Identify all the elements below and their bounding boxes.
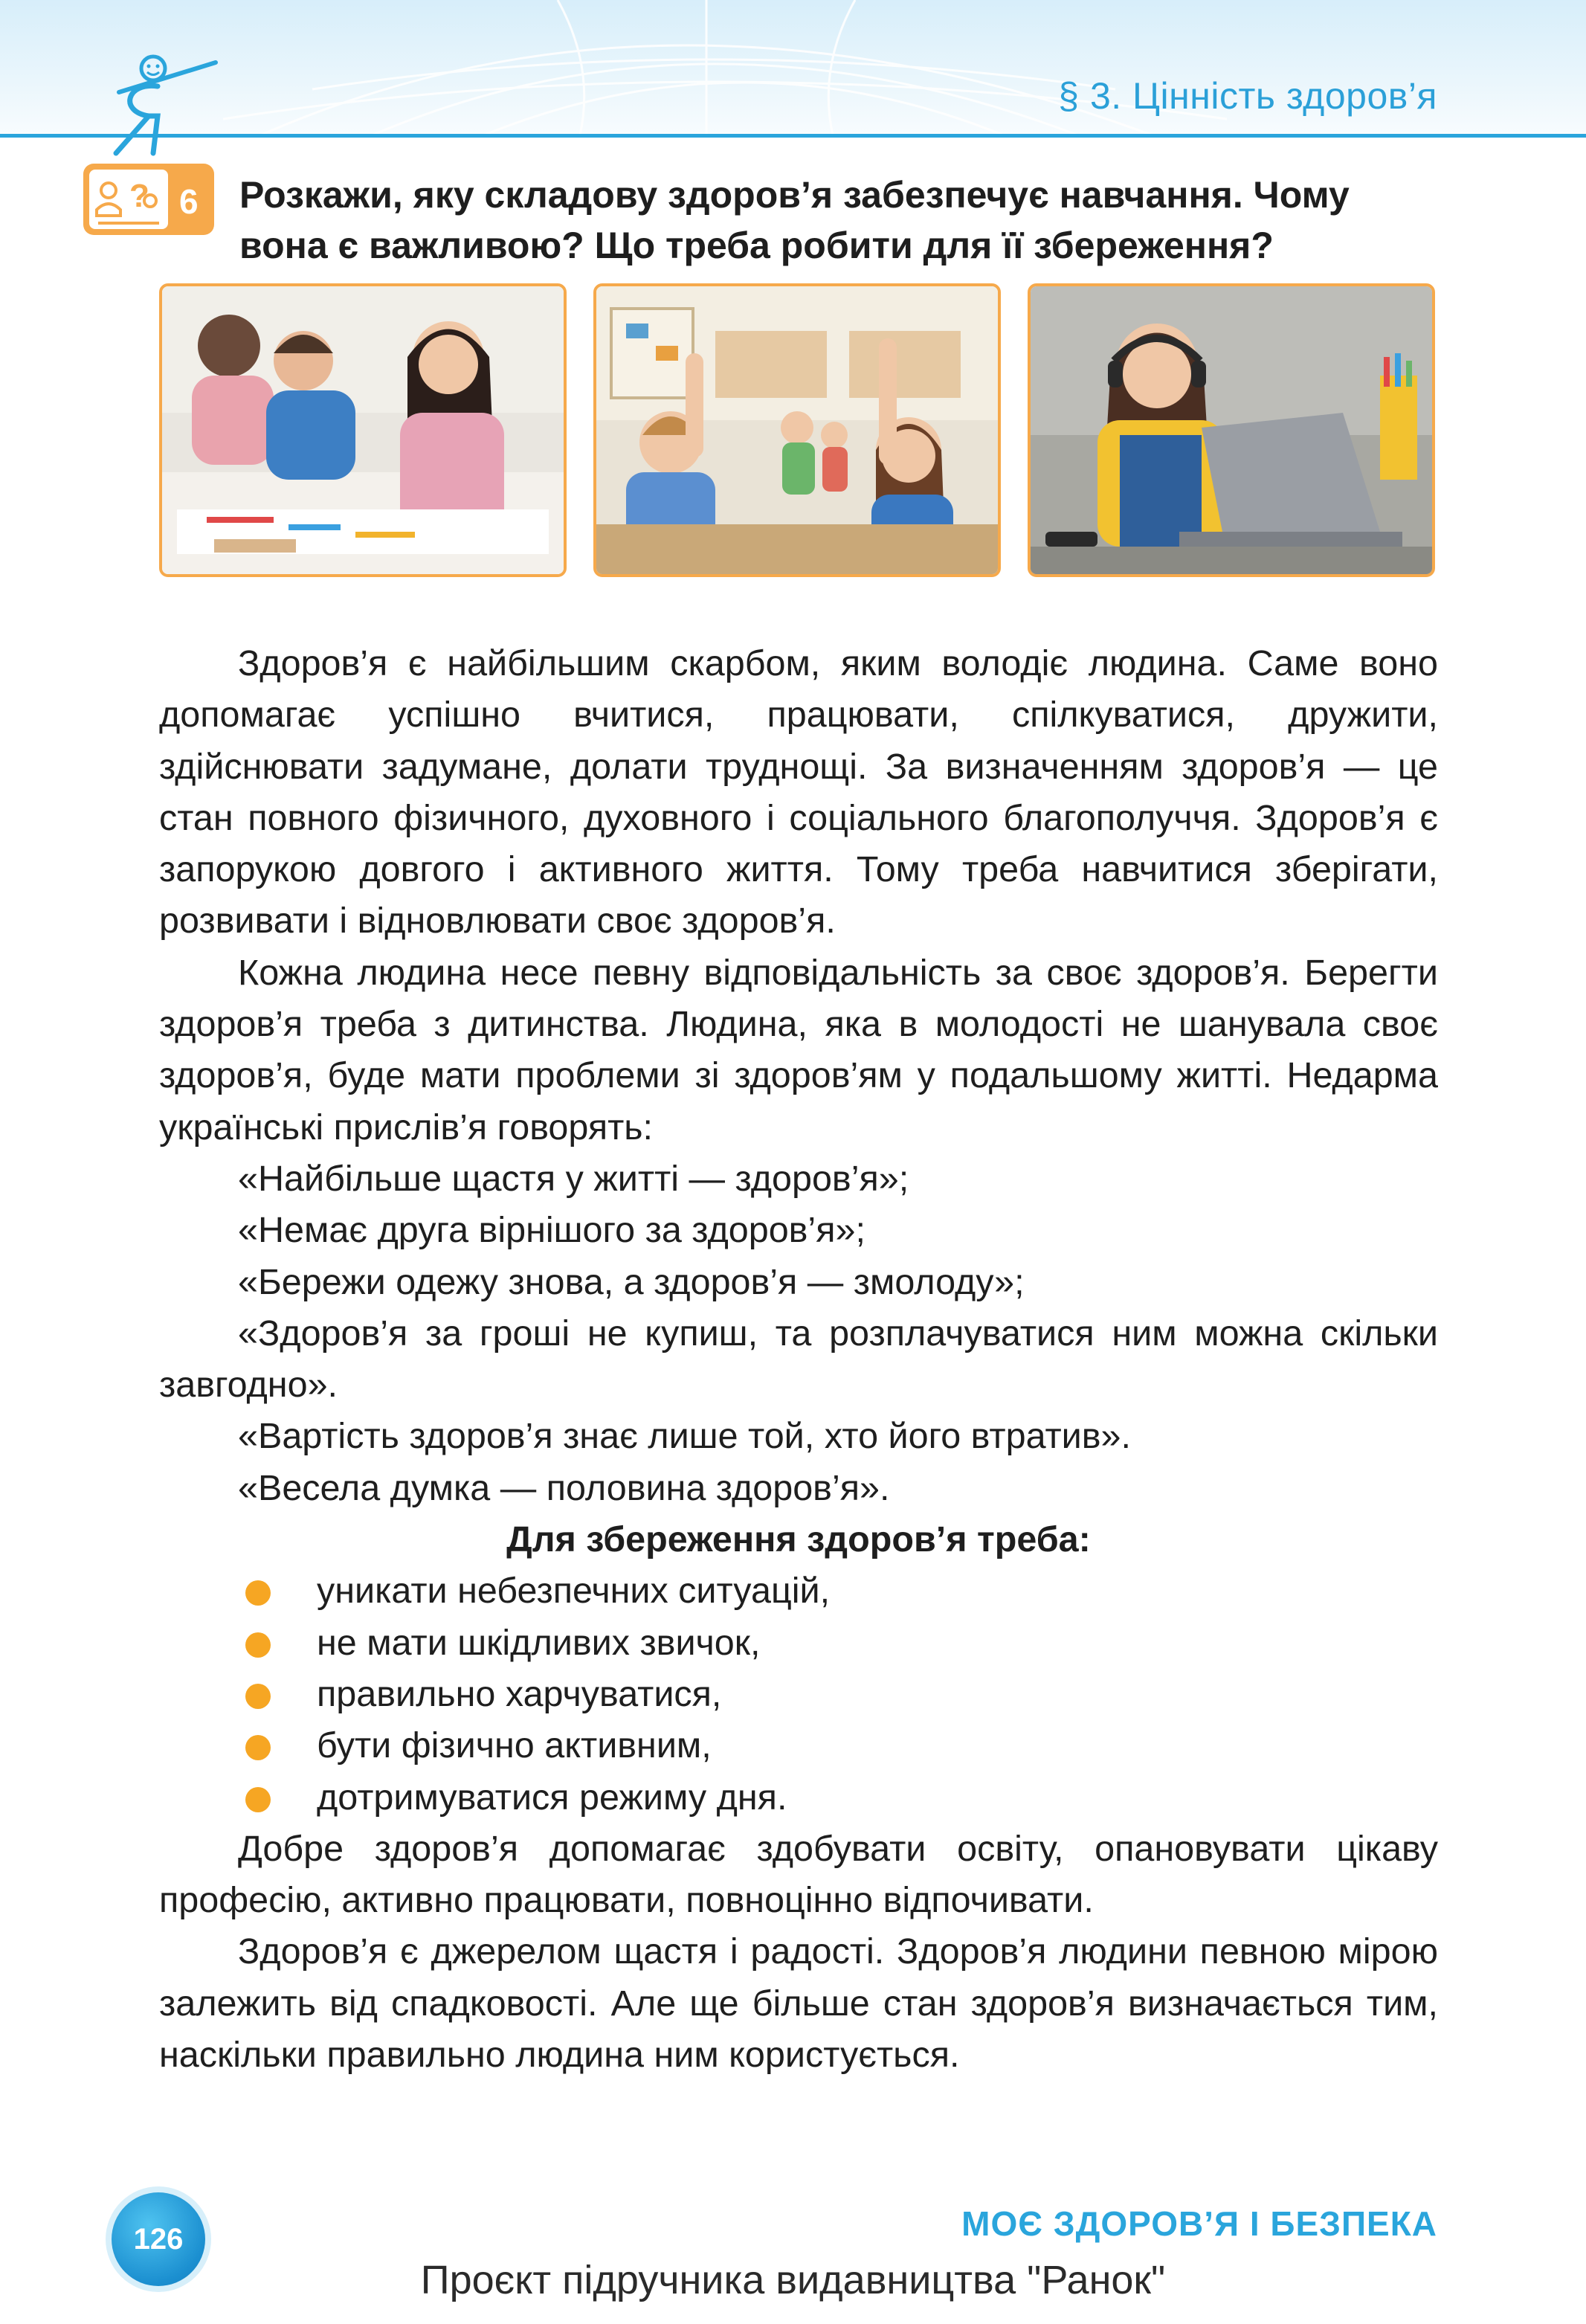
- smiley-figure-logo: [104, 52, 223, 156]
- proverb: «Вартість здоров’я знає лише той, хто його втратив».: [238, 1416, 1131, 1457]
- svg-text:?: ?: [129, 178, 149, 214]
- paragraph-responsibility: Кожна людина несе певну відповідальність за своє здоров’я. Берегти здоров’я треба з дитинства. Людина, яка в молодості не шанувала своє здоров’я, буде мати проблеми зі здоров’ям у подальшому житті. Недарма українські прислів’я говорять:: [159, 952, 1438, 1147]
- rules-list: [159, 1565, 1438, 1823]
- paragraph-health-definition: Здоров’я є найбільшим скарбом, яким володіє людина. Саме воно допомагає успішно вчитися, працювати, спілкуватися, дружити, здійснювати задумане, долати труднощі. За визначенням здоров’я — це стан повного фізичного, духовного і соціального благополуччя. Здоров’я є запорукою довгого і активного життя. Тому треба навчитися зберігати, розвивати і відновлювати своє здоров’я.: [159, 643, 1438, 941]
- rules-heading: Для збереження здоров’я треба:: [506, 1519, 1091, 1560]
- list-item: уникати небезпечних ситуацій,: [159, 1565, 1438, 1617]
- proverb: «Здоров’я за гроші не купиш, та розплачуватися ним можна скільки завгодно».: [159, 1313, 1438, 1406]
- bullet-dot-icon: [245, 1580, 271, 1606]
- bullet-dot-icon: [245, 1787, 271, 1812]
- paragraph-education: Добре здоров’я допомагає здобувати освіту, опановувати цікаву професію, активно працювати, повноцінно відпочивати.: [159, 1828, 1438, 1921]
- page-number: 126: [112, 2192, 205, 2286]
- section-title: § 3. Цінність здоров’я: [1058, 75, 1437, 117]
- proverb: «Бережи одежу знова, а здоров’я — змолоду»;: [238, 1261, 1025, 1302]
- bullet-dot-icon: [245, 1735, 271, 1760]
- list-item: не мати шкідливих звичок,: [159, 1618, 1438, 1669]
- discussion-group-icon: [82, 162, 216, 236]
- publisher-note: Проєкт підручника видавництва "Ранок": [420, 2258, 1166, 2302]
- bullet-dot-icon: [245, 1632, 271, 1658]
- list-item: правильно харчуватися,: [159, 1669, 1438, 1720]
- paragraph-heredity: Здоров’я є джерелом щастя і радості. Здоров’я людини певною мірою залежить від спадковості. Але ще більше стан здоров’я визначається тим, наскільки правильно людина ним користується.: [159, 1931, 1438, 2076]
- children-drawing-photo: [159, 283, 567, 577]
- task-question: Розкажи, яку складову здоров’я забезпечує навчання. Чому вона є важливою? Що треба робити для її збереження?: [239, 174, 1350, 266]
- list-item: дотримуватися режиму дня.: [159, 1772, 1438, 1824]
- proverb: «Весела думка — половина здоров’я».: [238, 1467, 890, 1508]
- task-number: 6: [179, 182, 199, 221]
- proverb: «Найбільше щастя у житті — здоров’я»;: [238, 1158, 909, 1199]
- bullet-dot-icon: [245, 1684, 271, 1709]
- children-raising-hands-photo: [593, 283, 1001, 577]
- book-title: МОЄ ЗДОРОВ’Я І БЕЗПЕКА: [961, 2204, 1437, 2243]
- girl-with-laptop-photo: [1028, 283, 1435, 577]
- header-rule: [0, 134, 1586, 138]
- main-text: [159, 638, 1438, 2081]
- list-item: бути фізично активним,: [159, 1720, 1438, 1771]
- proverb: «Немає друга вірнішого за здоров’я»;: [238, 1210, 865, 1251]
